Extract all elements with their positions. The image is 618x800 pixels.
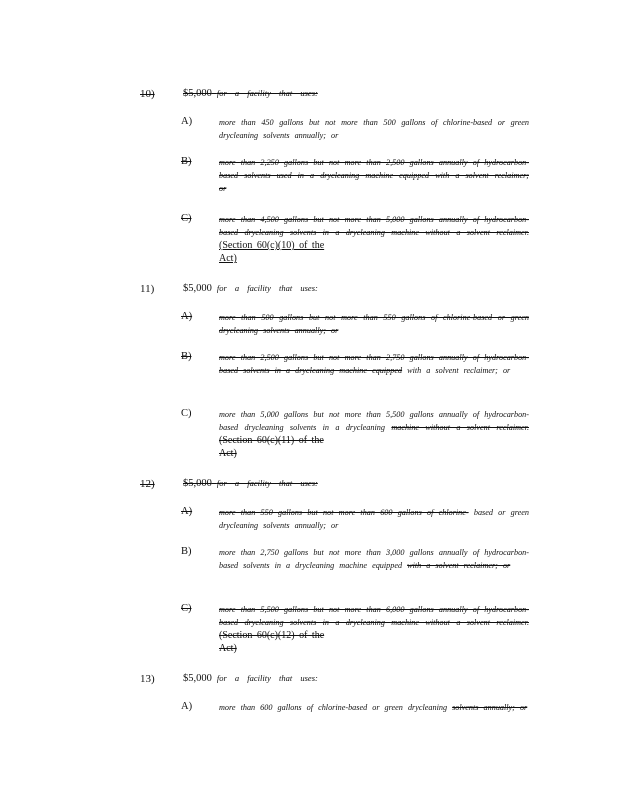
item-text: more than 450 gallons but not more than 500 gallons of chlorine-based or green drycleaning solvents annually; or [219, 118, 529, 140]
section-heading: $5,000 for a facility that uses: [183, 673, 318, 684]
item-text: more than 4,500 gallons but not more than 5,000 gallons annually of hydrocarbon-based drycleaning solvents in a drycleaning machine without a solvent reclaimer. (Section 60(c)(10) of the Act) [219, 215, 529, 264]
item-text: more than 2,750 gallons but not more than 3,000 gallons annually of hydrocarbon-based solvents in a drycleaning machine equipped with a solvent reclaimer; or [219, 548, 529, 570]
section-heading: $5,000 for a facility that uses: [183, 478, 318, 489]
item-letter: C) [181, 213, 192, 224]
item-text: more than 600 gallons of chlorine-based or green drycleaning solvents annually; or [219, 703, 528, 712]
item-text: more than 5,000 gallons but not more than 5,500 gallons annually of hydrocarbon-based drycleaning solvents in a drycleaning machine without a solvent reclaimer. (Section 60(c)(11) of the Act) [219, 410, 529, 459]
section-number: 12) [140, 478, 155, 490]
item-text: more than 5,500 gallons but not more than 6,000 gallons annually of hydrocarbon-based drycleaning solvents in a drycleaning machine without a solvent reclaimer. (Section 60(c)(12) of the Act) [219, 605, 529, 654]
item-text: more than 500 gallons but not more than 550 gallons of chlorine-based or green drycleaning solvents annually; or [219, 313, 529, 335]
item-letter: A) [181, 116, 193, 127]
section-number: 11) [140, 283, 155, 295]
item-text: more than 2,500 gallons but not more than 2,750 gallons annually of hydrocarbon-based solvents in a drycleaning machine equipped with a solvent reclaimer; or [219, 353, 529, 375]
section-heading: $5,000 for a facility that uses: [183, 283, 318, 294]
item-letter: A) [181, 701, 193, 712]
section-number: 13) [140, 673, 155, 685]
item-letter: C) [181, 408, 192, 419]
item-text: more than 550 gallons but not more than 600 gallons of chlorine- based or green drycleaning solvents annually; or [219, 508, 529, 530]
section-number: 10) [140, 88, 155, 100]
item-letter: A) [181, 311, 193, 322]
item-letter: C) [181, 603, 192, 614]
item-letter: B) [181, 351, 192, 362]
item-letter: A) [181, 506, 193, 517]
item-text: more than 2,250 gallons but not more than 2,500 gallons annually of hydrocarbon-based solvents used in a drycleaning machine equipped with a solvent reclaimer; or [219, 158, 529, 193]
item-letter: B) [181, 156, 192, 167]
section-heading: $5,000 for a facility that uses: [183, 88, 318, 99]
item-letter: B) [181, 546, 192, 557]
